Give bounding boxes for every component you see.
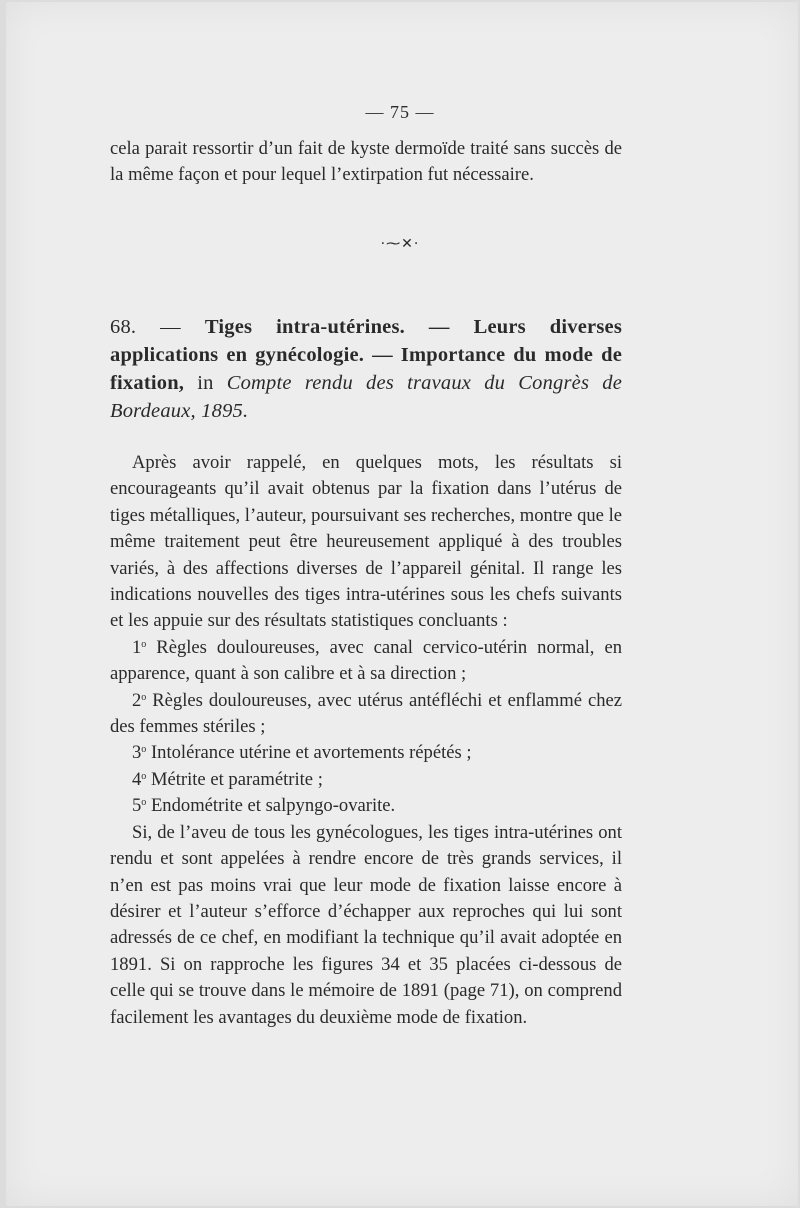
body-paragraph-1: Après avoir rappelé, en quelques mots, les résultats si encourageants qu’il avait obtenus par la fixation dans l’utérus de tiges métalliques, l’auteur, poursuivant ses recherches, montre que le même traitement peut être heureusement appliqué à des troubles variés, à des affections diverses de l’appareil génital. Il range les indications nouvelles des tiges intra-utérines sous les chefs suivants et les appuie sur des résultats statistiques concluants : [110, 452, 622, 632]
item-text: Intolérance utérine et avortements répétés ; [150, 742, 472, 764]
section-title: Tiges intra-utérines. — Leurs diverses applications en gynécologie. — Importance du mode de fixation, [110, 316, 622, 394]
list-item [110, 688, 622, 741]
item-text: Métrite et paramétrite ; [150, 768, 323, 790]
list-item [110, 793, 622, 819]
body-paragraph-2: Si, de l’aveu de tous les gynécologues, les tiges intra-utérines ont rendu et sont appelées à rendre encore de très grands services, il n’en est pas moins vrai que leur mode de fixation laisse encore à désirer et l’auteur s’efforce d’échapper aux reproches qui lui sont adressés de ce chef, en modifiant la technique qu’il avait adoptée en 1891. Si on rapproche les figures 34 et 35 placées ci-dessous de celle qui se trouve dans le mémoire de 1891 (page 71), on comprend facilement les avantages du deuxième mode de fixation. [110, 821, 622, 1028]
item-text: Règles douloureuses, avec utérus antéfléchi et enflammé chez des femmes stériles ; [110, 689, 622, 738]
list-item [110, 767, 622, 793]
item-ordinal: o [141, 638, 147, 650]
item-ordinal: o [141, 770, 147, 782]
item-ordinal: o [141, 691, 147, 703]
page-number: — 75 — [365, 102, 435, 122]
intro-paragraph [110, 136, 622, 189]
item-number: 1 [132, 636, 142, 658]
item-number: 3 [132, 742, 142, 764]
item-text: Endométrite et salpyngo-ovarite. [150, 795, 396, 817]
section-in-word: in [197, 372, 214, 394]
body-text [110, 450, 622, 1031]
item-text: Règles douloureuses, avec canal cervico-utérin normal, en apparence, quant à son calibre et à sa direction ; [110, 636, 622, 685]
item-ordinal: o [141, 744, 147, 756]
intro-text: cela parait ressortir d’un fait de kyste dermoïde traité sans succès de la même façon et pour lequel l’extirpation fut nécessaire. [110, 138, 622, 186]
section-number: 68. — [110, 316, 181, 338]
list-item [110, 740, 622, 766]
section-heading [110, 313, 622, 425]
list-item [110, 635, 622, 688]
item-ordinal: o [141, 797, 147, 809]
section-ornament: ·⁓✕· [380, 236, 420, 252]
item-number: 4 [132, 768, 142, 790]
item-number: 5 [132, 795, 142, 817]
item-number: 2 [132, 689, 142, 711]
section-source: Compte rendu des travaux du Congrès de Bordeaux, 1895. [110, 372, 622, 422]
